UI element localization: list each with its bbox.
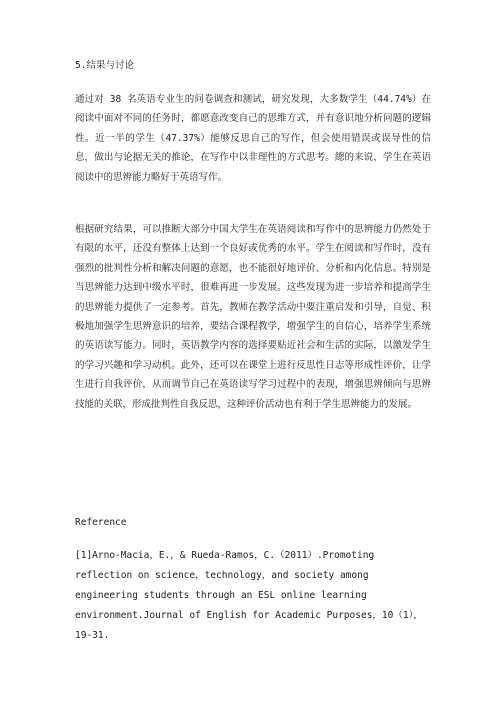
discussion-paragraph: 根据研究结果，可以推断大部分中国大学生在英语阅读和写作中的思辨能力仍然处于有限的水平，还没有整体上达到一个良好或优秀的水平。学生在阅读和写作时，没有强烈的批判性分析和解决问题的意愿，也不能很好地评价、分析和内化信息。特别是当思辨能力达到中级水平时，很难再进一步发展。这些发现为进一步培养和提高学生的思辨能力提供了一定参考。首先，教师在教学活动中要注重启发和引导，自觉、积极地加强学生思辨意识的培养，要结合课程教学，增强学生的自信心，培养学生系统的英语读写能力。同时，英语教学内容的选择要贴近社会和生活的实际，以激发学生的学习兴趣和学习动机。此外，还可以在课堂上进行反思性日志等形成性评价，让学生进行自我评价，从而调节自己在英语读写学习过程中的表现，增强思辨倾向与思辨技能的关联，形成批判性自我反思，这种评价活动也有利于学生思辨能力的发展。	[75, 224, 431, 410]
reference-item: [1]Arno-Macia，E.，& Rueda-Ramos，C.（2011）.Promoting reflection on science，technology，and society among engineering students through an ESL online learning environment.Journal of English for Academic Purposes，10（1），19-31.	[75, 550, 423, 641]
section-heading: 5.结果与讨论	[75, 60, 134, 71]
results-paragraph: 通过对 38 名英语专业生的问卷调查和测试，研究发现，大多数学生（44.74%）在阅读中面对不同的任务时，都愿意改变自己的思维方式，并有意识地分析问题的逻辑性。近一半的学生（47.37%）能够反思自己的写作，但会使用错误或误导性的信息，做出与论据无关的推论，在写作中以非理性的方式思考。總的来说，学生在英语阅读中的思辨能力略好于英语写作。	[75, 94, 431, 183]
reference-heading: Reference	[75, 517, 127, 528]
